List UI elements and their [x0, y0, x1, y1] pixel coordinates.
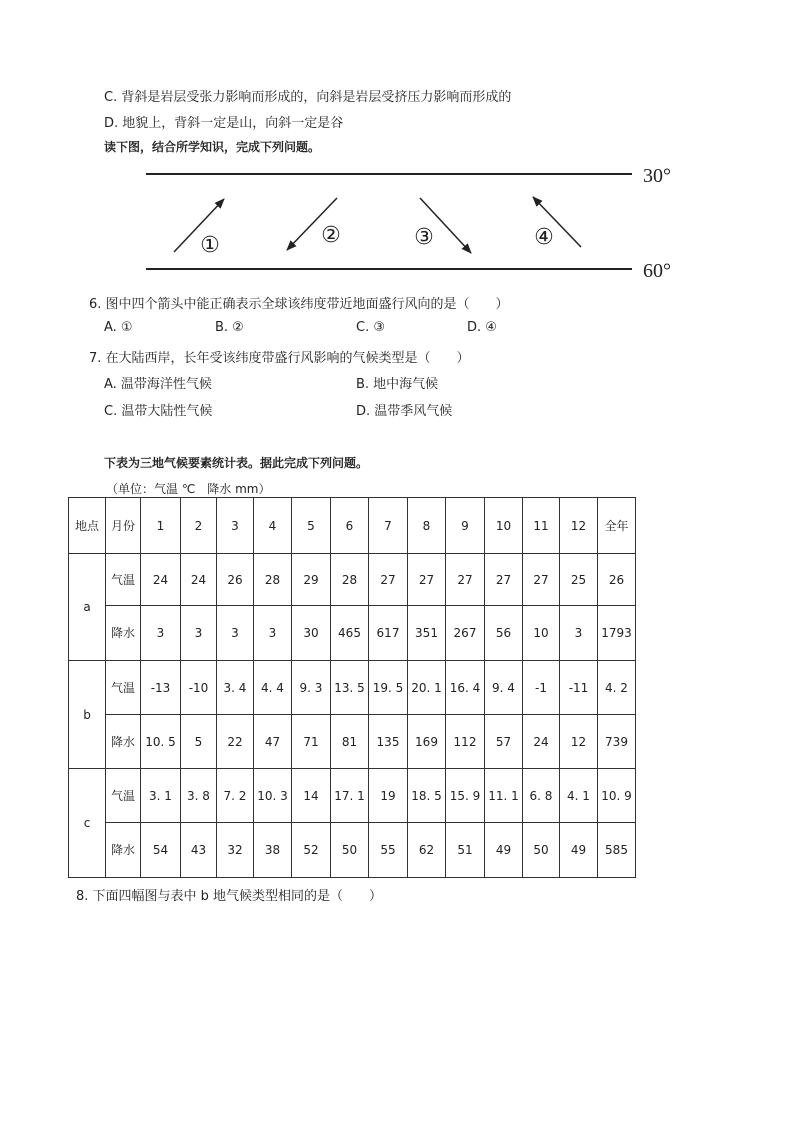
- header-month-cell: 全年: [598, 498, 636, 554]
- table-cell: -11: [560, 661, 598, 715]
- table-cell: 43: [181, 823, 217, 878]
- table-cell: 9. 4: [485, 661, 523, 715]
- table-row: [69, 606, 636, 661]
- table-cell: 11. 1: [485, 769, 523, 823]
- table-cell: 169: [408, 715, 446, 769]
- table-cell: 55: [369, 823, 408, 878]
- table-row: [69, 715, 636, 769]
- q6-option-c[interactable]: C. ③: [356, 320, 385, 335]
- table-cell: 135: [369, 715, 408, 769]
- table-row: [69, 554, 636, 606]
- table-cell: 22: [217, 715, 254, 769]
- table-cell: 4. 2: [598, 661, 636, 715]
- table-cell: 38: [254, 823, 292, 878]
- q6-option-d[interactable]: D. ④: [467, 320, 497, 335]
- table-cell: 27: [369, 554, 408, 606]
- option-d-prev: D. 地貌上，背斜一定是山，向斜一定是谷: [104, 116, 344, 131]
- table-cell: 49: [485, 823, 523, 878]
- table-cell: 3. 1: [141, 769, 181, 823]
- intro-table: 下表为三地气候要素统计表。据此完成下列问题。: [104, 456, 369, 470]
- wind-diagram: [0, 160, 794, 290]
- header-month-cell: 10: [485, 498, 523, 554]
- table-cell: 49: [560, 823, 598, 878]
- table-cell: 54: [141, 823, 181, 878]
- table-cell: 28: [331, 554, 369, 606]
- table-cell: 56: [485, 606, 523, 661]
- table-cell: 465: [331, 606, 369, 661]
- table-cell: 13. 5: [331, 661, 369, 715]
- table-cell: 739: [598, 715, 636, 769]
- table-cell: 29: [292, 554, 331, 606]
- table-cell: 5: [181, 715, 217, 769]
- table-cell: 10. 9: [598, 769, 636, 823]
- option-c-prev: C. 背斜是岩层受张力影响而形成的，向斜是岩层受挤压力影响而形成的: [104, 90, 512, 105]
- table-cell: 47: [254, 715, 292, 769]
- table-cell: 57: [485, 715, 523, 769]
- question-8: 8. 下面四幅图与表中 b 地气候类型相同的是（ ）: [76, 889, 383, 904]
- table-cell: 19. 5: [369, 661, 408, 715]
- header-month-cell: 2: [181, 498, 217, 554]
- q7-option-d[interactable]: D. 温带季风气候: [356, 404, 453, 419]
- intro-diagram: 读下图，结合所学知识，完成下列问题。: [104, 140, 321, 154]
- table-cell: 32: [217, 823, 254, 878]
- table-cell: 112: [446, 715, 485, 769]
- table-cell: 3. 8: [181, 769, 217, 823]
- precip-label-cell: 降水: [106, 715, 141, 769]
- table-cell: 7. 2: [217, 769, 254, 823]
- temp-label-cell: 气温: [106, 661, 141, 715]
- table-cell: 16. 4: [446, 661, 485, 715]
- q7-option-a[interactable]: A. 温带海洋性气候: [104, 377, 212, 392]
- table-row: [69, 661, 636, 715]
- latitude-label-30: 30°: [643, 165, 671, 187]
- table-cell: 52: [292, 823, 331, 878]
- table-cell: 3: [141, 606, 181, 661]
- table-cell: 26: [217, 554, 254, 606]
- header-month: 月份: [106, 498, 141, 554]
- table-cell: 71: [292, 715, 331, 769]
- table-cell: 6. 8: [523, 769, 560, 823]
- arrow-label-2: ②: [321, 223, 341, 248]
- table-cell: 585: [598, 823, 636, 878]
- table-cell: 27: [523, 554, 560, 606]
- table-cell: 15. 9: [446, 769, 485, 823]
- table-cell: 24: [141, 554, 181, 606]
- table-cell: 50: [523, 823, 560, 878]
- table-cell: 50: [331, 823, 369, 878]
- table-cell: 10: [523, 606, 560, 661]
- table-cell: 3: [181, 606, 217, 661]
- table-cell: 3: [254, 606, 292, 661]
- arrow-label-4: ④: [534, 225, 554, 250]
- arrow-label-3: ③: [414, 225, 434, 250]
- table-cell: 351: [408, 606, 446, 661]
- header-place: 地点: [69, 498, 106, 554]
- temp-label-cell: 气温: [106, 769, 141, 823]
- table-cell: 267: [446, 606, 485, 661]
- table-cell: 1793: [598, 606, 636, 661]
- climate-table: [68, 497, 636, 878]
- table-row: [69, 823, 636, 878]
- table-cell: 27: [485, 554, 523, 606]
- question-7: 7. 在大陆西岸，长年受该纬度带盛行风影响的气候类型是（ ）: [89, 351, 470, 366]
- table-cell: -1: [523, 661, 560, 715]
- question-6: 6. 图中四个箭头中能正确表示全球该纬度带近地面盛行风向的是（ ）: [89, 297, 509, 312]
- header-month-cell: 12: [560, 498, 598, 554]
- table-cell: 10. 5: [141, 715, 181, 769]
- table-cell: 25: [560, 554, 598, 606]
- latitude-label-60: 60°: [643, 260, 671, 282]
- header-month-cell: 11: [523, 498, 560, 554]
- header-month-cell: 6: [331, 498, 369, 554]
- precip-label-cell: 降水: [106, 823, 141, 878]
- table-cell: -13: [141, 661, 181, 715]
- table-cell: 3. 4: [217, 661, 254, 715]
- place-cell: a: [69, 554, 106, 661]
- arrow-label-1: ①: [200, 233, 220, 258]
- table-cell: 10. 3: [254, 769, 292, 823]
- header-row: [69, 498, 636, 554]
- table-cell: 51: [446, 823, 485, 878]
- table-unit: （单位：气温 ℃ 降水 mm）: [106, 482, 271, 496]
- table-cell: 3: [560, 606, 598, 661]
- table-cell: -10: [181, 661, 217, 715]
- table-cell: 81: [331, 715, 369, 769]
- header-month-cell: 8: [408, 498, 446, 554]
- table-cell: 17. 1: [331, 769, 369, 823]
- table-cell: 4. 1: [560, 769, 598, 823]
- table-cell: 14: [292, 769, 331, 823]
- table-cell: 62: [408, 823, 446, 878]
- table-cell: 20. 1: [408, 661, 446, 715]
- q6-option-b[interactable]: B. ②: [215, 320, 244, 335]
- place-cell: c: [69, 769, 106, 878]
- header-month-cell: 9: [446, 498, 485, 554]
- q6-option-a[interactable]: A. ①: [104, 320, 133, 335]
- table-cell: 9. 3: [292, 661, 331, 715]
- header-month-cell: 1: [141, 498, 181, 554]
- table-cell: 30: [292, 606, 331, 661]
- place-cell: b: [69, 661, 106, 769]
- table-row: [69, 769, 636, 823]
- table-cell: 12: [560, 715, 598, 769]
- table-cell: 18. 5: [408, 769, 446, 823]
- temp-label-cell: 气温: [106, 554, 141, 606]
- table-cell: 617: [369, 606, 408, 661]
- table-cell: 28: [254, 554, 292, 606]
- header-month-cell: 3: [217, 498, 254, 554]
- header-month-cell: 5: [292, 498, 331, 554]
- header-month-cell: 4: [254, 498, 292, 554]
- table-cell: 4. 4: [254, 661, 292, 715]
- table-cell: 3: [217, 606, 254, 661]
- q7-option-c[interactable]: C. 温带大陆性气候: [104, 404, 213, 419]
- precip-label-cell: 降水: [106, 606, 141, 661]
- table-cell: 24: [181, 554, 217, 606]
- q7-option-b[interactable]: B. 地中海气候: [356, 377, 439, 392]
- table-cell: 26: [598, 554, 636, 606]
- header-month-cell: 7: [369, 498, 408, 554]
- table-cell: 27: [446, 554, 485, 606]
- table-cell: 24: [523, 715, 560, 769]
- table-cell: 27: [408, 554, 446, 606]
- table-cell: 19: [369, 769, 408, 823]
